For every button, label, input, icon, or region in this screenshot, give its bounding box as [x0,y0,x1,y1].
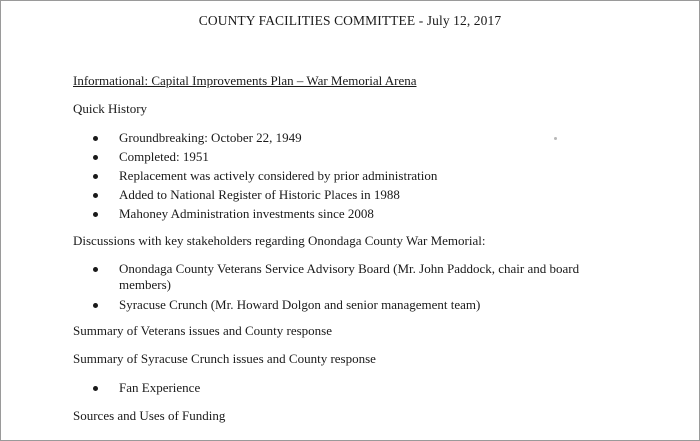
bullet-icon [93,212,98,217]
bullet-icon [93,193,98,198]
bullet-icon [93,174,98,179]
list-item: Onondaga County Veterans Service Advisory Board (Mr. John Paddock, chair and board members) [93,261,589,297]
summary-veterans: Summary of Veterans issues and County response [73,323,333,338]
list-item: Replacement was actively considered by prior administration [93,168,437,187]
document-title: COUNTY FACILITIES COMMITTEE - July 12, 2017 [198,13,502,28]
quick-history-label: Quick History [73,101,148,116]
list-item: Groundbreaking: October 22, 1949 [93,130,437,149]
quick-history-list [93,130,437,225]
bullet-icon [93,303,98,308]
discussions-list [93,261,589,316]
summary-crunch-list [93,380,200,399]
list-item: Completed: 1951 [93,149,437,168]
list-item: Syracuse Crunch (Mr. Howard Dolgon and senior management team) [93,297,589,316]
list-item: Fan Experience [93,380,200,399]
scan-speck [554,137,557,140]
bullet-icon [93,155,98,160]
bullet-icon [93,136,98,141]
bullet-icon [93,267,98,272]
list-item: Mahoney Administration investments since 2008 [93,206,437,225]
sources-uses-label: Sources and Uses of Funding [73,408,226,423]
bullet-icon [93,386,98,391]
list-item: Added to National Register of Historic Places in 1988 [93,187,437,206]
discussions-label: Discussions with key stakeholders regarding Onondaga County War Memorial: [73,233,486,248]
section-heading: Informational: Capital Improvements Plan – War Memorial Arena [73,73,417,88]
summary-crunch-label: Summary of Syracuse Crunch issues and County response [73,351,376,366]
